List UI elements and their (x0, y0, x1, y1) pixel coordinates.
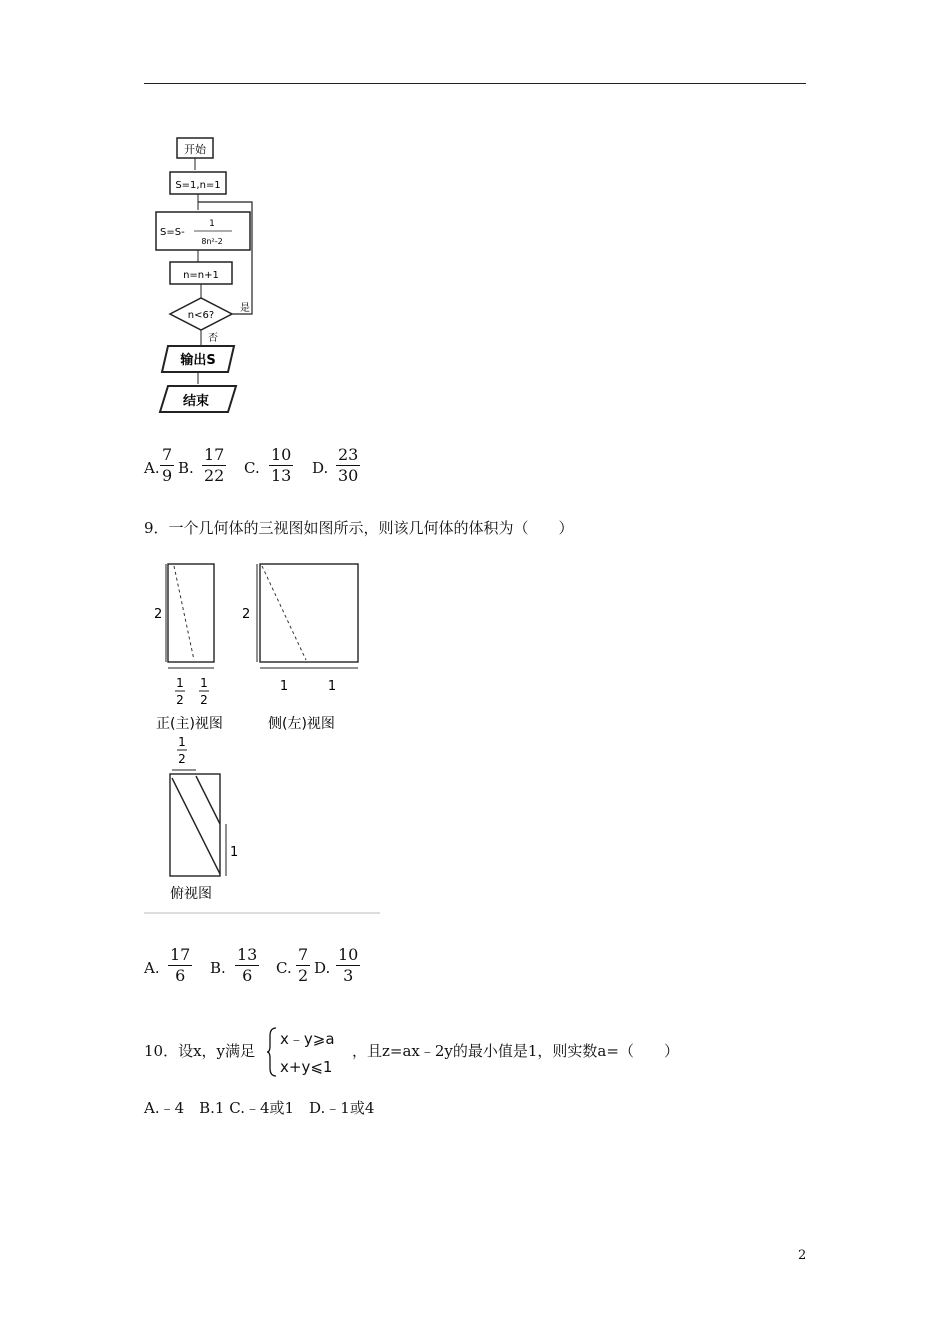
increment-label: n=n+1 (183, 270, 219, 281)
q10-options: A.﹣4 B.1 C.﹣4或1 D.﹣1或4 (144, 1099, 375, 1117)
output-label: 输出S (180, 353, 216, 368)
q8-d-den: 30 (338, 466, 359, 485)
top-len-label: 1 (230, 845, 239, 860)
q10-prefix: 10．设x，y满足 (144, 1042, 256, 1060)
q10-inequality-2: x+y⩽1 (280, 1058, 333, 1076)
side-height-label: 2 (242, 607, 251, 622)
q9-d-num: 10 (338, 945, 359, 964)
q9-d-den: 3 (343, 966, 354, 985)
side-width-left-label: 1 (279, 679, 289, 694)
front-view-rect (168, 564, 214, 662)
q9-option-b-label: B. (210, 959, 226, 977)
front-half-num-1: 1 (176, 676, 184, 690)
q10-inequality-1: x﹣y⩾a (280, 1030, 335, 1048)
top-half-num: 1 (178, 735, 186, 749)
q8-d-num: 23 (338, 445, 359, 464)
top-view-caption: 俯视图 (170, 886, 212, 902)
side-width-right-label: 1 (327, 679, 337, 694)
q9-option-c-fraction (296, 946, 310, 985)
q10-brace (266, 1026, 278, 1078)
front-half-den-2: 2 (200, 693, 208, 707)
q8-option-b-fraction (202, 446, 226, 485)
q9-stem: 9．一个几何体的三视图如图所示，则该几何体的体积为（ ） (144, 519, 574, 537)
flowchart-figure (150, 130, 270, 420)
q8-b-num: 17 (204, 445, 225, 464)
q8-a-num: 7 (162, 445, 173, 464)
q9-option-c-label: C. (276, 959, 292, 977)
start-label: 开始 (184, 143, 206, 156)
header-rule (144, 83, 806, 84)
q9-option-a-label: A. (144, 959, 160, 977)
side-view-rect (260, 564, 358, 662)
q9-option-d-fraction (336, 946, 360, 985)
q8-option-a-fraction (160, 446, 174, 485)
q9-b-num: 13 (237, 945, 258, 964)
end-label: 结束 (182, 394, 210, 409)
q9-a-den: 6 (175, 966, 186, 985)
yes-label: 是 (240, 303, 250, 314)
q8-c-num: 10 (271, 445, 292, 464)
q9-a-num: 17 (170, 945, 191, 964)
front-view-caption: 正(主)视图 (156, 716, 223, 732)
side-view-caption: 侧(左)视图 (268, 716, 335, 732)
update-lhs: S=S- (160, 227, 185, 238)
q9-option-a-fraction (168, 946, 192, 985)
q8-option-a-label: A. (144, 459, 160, 477)
no-label: 否 (208, 333, 218, 344)
top-view-diagonal (172, 778, 220, 874)
q8-c-den: 13 (271, 466, 292, 485)
side-view-hidden-edge (262, 566, 306, 660)
q9-option-b-fraction (235, 946, 259, 985)
q10-suffix: ，且z=ax﹣2y的最小值是1，则实数a=（ ） (352, 1042, 679, 1060)
q9-b-den: 6 (242, 966, 253, 985)
condition-label: n<6? (187, 310, 215, 321)
front-half-num-2: 1 (200, 676, 208, 690)
loop-back-line (198, 202, 252, 314)
front-half-den-1: 2 (176, 693, 184, 707)
page-number: 2 (798, 1248, 807, 1263)
top-half-den: 2 (178, 752, 186, 766)
q8-option-c-fraction (269, 446, 293, 485)
front-height-label: 2 (154, 607, 163, 622)
front-view-hidden-edge (174, 566, 194, 660)
q8-a-den: 9 (162, 466, 173, 485)
q8-option-d-label: D. (312, 459, 329, 477)
q8-option-b-label: B. (178, 459, 194, 477)
q8-option-c-label: C. (244, 459, 260, 477)
q8-b-den: 22 (204, 466, 225, 485)
q9-c-den: 2 (298, 966, 309, 985)
q9-option-d-label: D. (314, 959, 331, 977)
q9-c-num: 7 (298, 945, 309, 964)
top-view-edge (196, 776, 220, 824)
update-den: 8n²-2 (201, 237, 223, 246)
init-label: S=1,n=1 (175, 180, 221, 191)
q8-option-d-fraction (336, 446, 360, 485)
update-num: 1 (209, 219, 215, 229)
three-view-figure (144, 556, 380, 914)
